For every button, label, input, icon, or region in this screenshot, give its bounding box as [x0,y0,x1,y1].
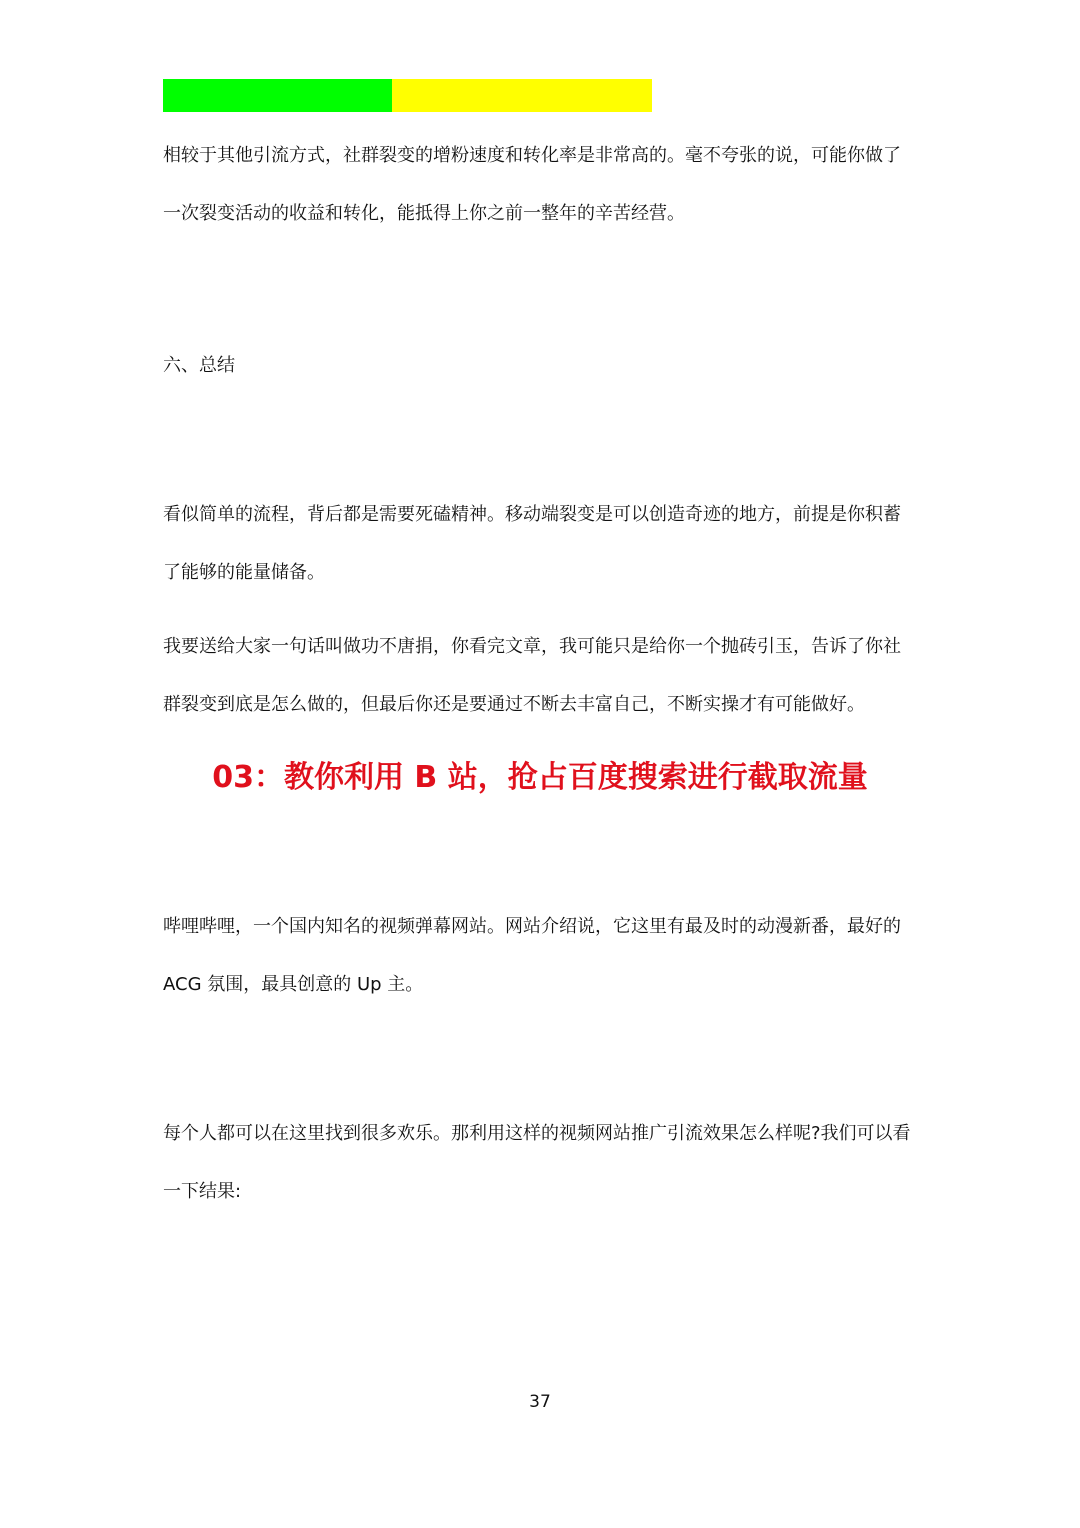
color-bar [163,79,652,112]
paragraph-line: 我要送给大家一句话叫做功不唐捐，你看完文章，我可能只是给你一个抛砖引玉，告诉了你社 [163,636,901,657]
paragraph-line: 相较于其他引流方式，社群裂变的增粉速度和转化率是非常高的。毫不夸张的说，可能你做了 [163,145,901,166]
section-heading: 六、总结 [163,355,235,376]
paragraph-line: 哔哩哔哩，一个国内知名的视频弹幕网站。网站介绍说，它这里有最及时的动漫新番，最好的 [163,916,901,937]
paragraph-advice [163,618,923,734]
paragraph-line: 看似简单的流程，背后都是需要死磕精神。移动端裂变是可以创造奇迹的地方，前提是你积蓄 [163,504,901,525]
paragraph-line: 一次裂变活动的收益和转化，能抵得上你之前一整年的辛苦经营。 [163,203,685,224]
paragraph-fission-benefits [163,127,923,243]
yellow-bar-segment [392,79,652,112]
paragraph-summary [163,486,923,602]
paragraph-results-intro [163,1105,923,1221]
paragraph-line: 群裂变到底是怎么做的，但最后你还是要通过不断去丰富自己，不断实操才有可能做好。 [163,694,865,715]
paragraph-line: 每个人都可以在这里找到很多欢乐。那利用这样的视频网站推广引流效果怎么样呢?我们可以看 [163,1123,911,1144]
paragraph-line: 了能够的能量储备。 [163,562,325,583]
page-number: 37 [529,1392,551,1412]
paragraph-line: ACG 氛围，最具创意的 Up 主。 [163,974,424,995]
chapter-title: 03：教你利用 B 站，抢占百度搜索进行截取流量 [212,760,868,795]
green-bar-segment [163,79,392,112]
paragraph-line: 一下结果: [163,1181,242,1202]
paragraph-bilibili-intro [163,898,923,1014]
